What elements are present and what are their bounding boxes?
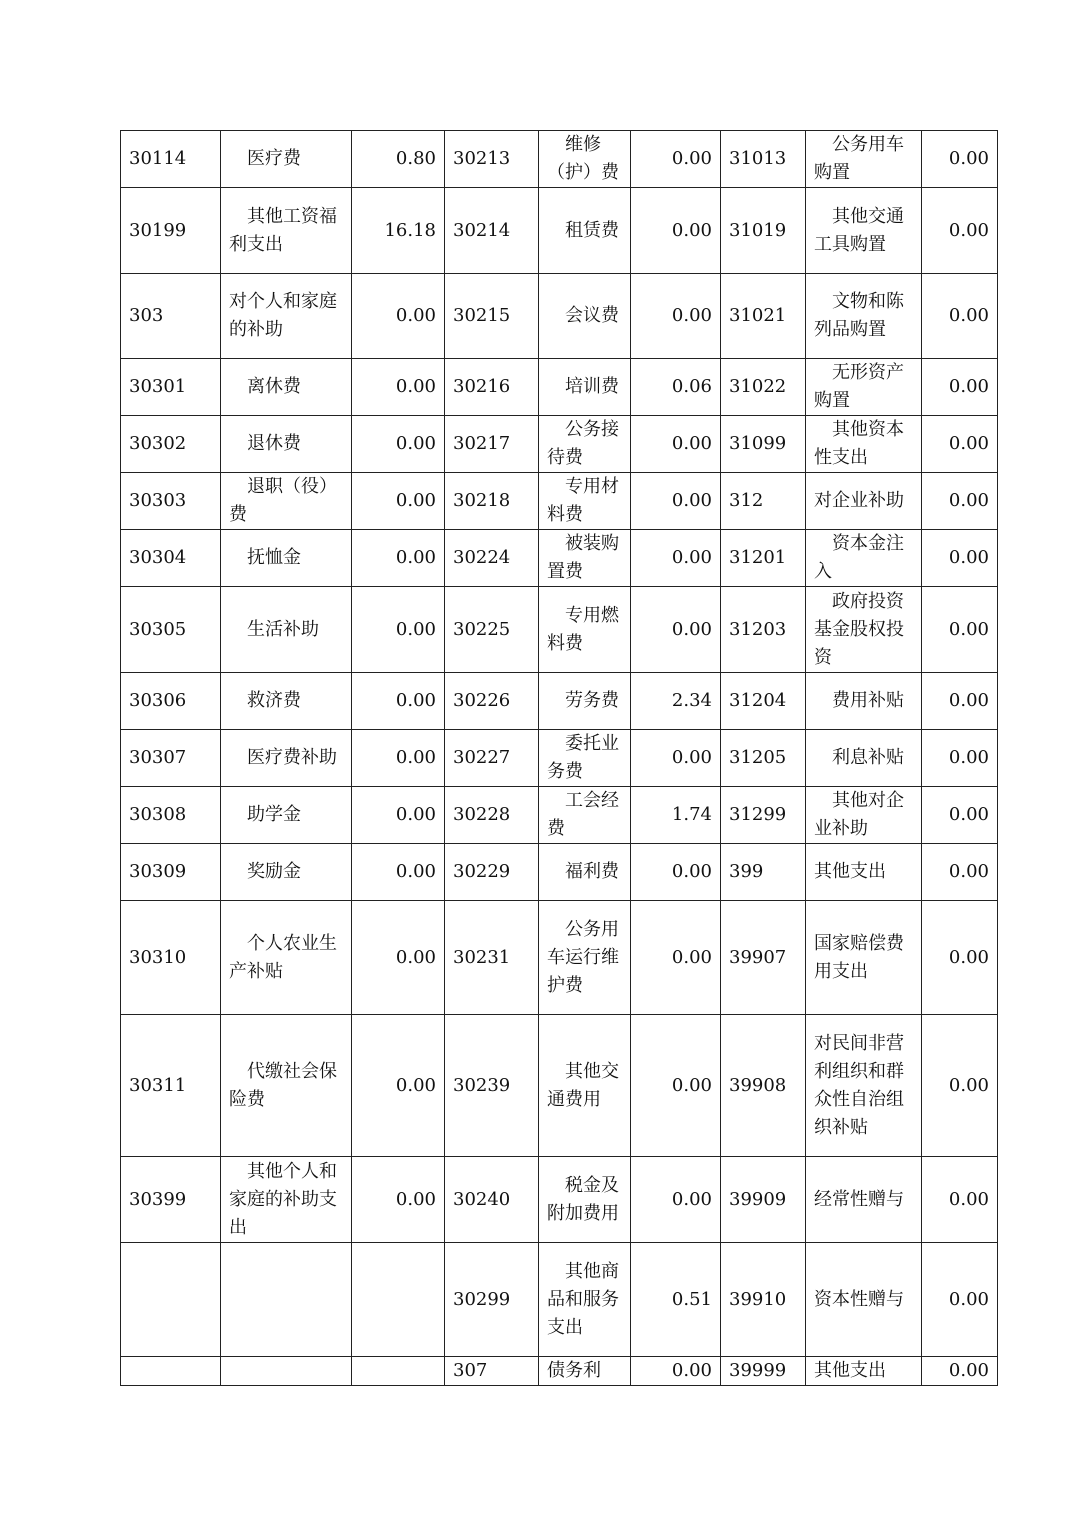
item-amount: 0.00 [922, 673, 998, 730]
item-amount: 0.00 [352, 673, 445, 730]
table-row [121, 131, 998, 188]
item-code: 30231 [445, 901, 539, 1015]
item-name: 其他交通费用 [539, 1015, 631, 1157]
item-amount: 0.00 [631, 274, 721, 359]
item-amount: 0.00 [352, 530, 445, 587]
item-code: 39908 [721, 1015, 806, 1157]
item-name: 其他支出 [806, 1357, 922, 1386]
item-name [221, 1243, 352, 1357]
item-code: 303 [121, 274, 221, 359]
item-name: 被装购置费 [539, 530, 631, 587]
item-code: 307 [445, 1357, 539, 1386]
item-amount: 0.51 [631, 1243, 721, 1357]
item-name: 个人农业生产补贴 [221, 901, 352, 1015]
item-code: 30199 [121, 188, 221, 274]
item-name: 离休费 [221, 359, 352, 416]
item-amount: 0.00 [631, 901, 721, 1015]
item-amount: 0.00 [922, 1243, 998, 1357]
item-name: 国家赔偿费用支出 [806, 901, 922, 1015]
item-amount: 0.00 [922, 530, 998, 587]
item-name: 公务接待费 [539, 416, 631, 473]
item-amount: 0.00 [631, 587, 721, 673]
item-code: 31299 [721, 787, 806, 844]
item-name: 会议费 [539, 274, 631, 359]
item-amount: 0.00 [922, 1015, 998, 1157]
table-row [121, 901, 998, 1015]
item-amount: 1.74 [631, 787, 721, 844]
item-code: 30301 [121, 359, 221, 416]
table-row [121, 587, 998, 673]
item-code: 31099 [721, 416, 806, 473]
item-amount: 0.00 [631, 530, 721, 587]
item-name: 退休费 [221, 416, 352, 473]
item-amount: 0.00 [631, 473, 721, 530]
item-amount: 0.00 [631, 131, 721, 188]
item-name: 文物和陈列品购置 [806, 274, 922, 359]
item-name: 生活补助 [221, 587, 352, 673]
item-name: 福利费 [539, 844, 631, 901]
item-code [121, 1357, 221, 1386]
item-amount: 0.00 [352, 416, 445, 473]
item-name: 经常性赠与 [806, 1157, 922, 1243]
item-name [221, 1357, 352, 1386]
item-name: 救济费 [221, 673, 352, 730]
item-amount: 0.00 [922, 416, 998, 473]
item-code: 30305 [121, 587, 221, 673]
item-code: 30240 [445, 1157, 539, 1243]
item-amount: 0.00 [631, 1357, 721, 1386]
item-name: 对企业补助 [806, 473, 922, 530]
item-code: 31203 [721, 587, 806, 673]
table-row [121, 188, 998, 274]
item-amount: 0.00 [922, 1357, 998, 1386]
item-code: 30311 [121, 1015, 221, 1157]
item-code: 30309 [121, 844, 221, 901]
item-name: 无形资产购置 [806, 359, 922, 416]
item-amount: 0.00 [631, 1015, 721, 1157]
table-row [121, 274, 998, 359]
item-amount: 0.00 [352, 274, 445, 359]
item-code: 30303 [121, 473, 221, 530]
table-row [121, 844, 998, 901]
item-amount: 0.00 [922, 730, 998, 787]
item-code: 30224 [445, 530, 539, 587]
item-amount: 0.00 [631, 1157, 721, 1243]
item-name: 其他资本性支出 [806, 416, 922, 473]
table-row [121, 787, 998, 844]
item-code: 31019 [721, 188, 806, 274]
item-name: 债务利 [539, 1357, 631, 1386]
item-code: 30399 [121, 1157, 221, 1243]
item-name: 劳务费 [539, 673, 631, 730]
item-amount: 0.00 [922, 473, 998, 530]
item-amount: 0.00 [922, 901, 998, 1015]
item-name: 退职（役）费 [221, 473, 352, 530]
item-code: 31022 [721, 359, 806, 416]
item-name: 其他对企业补助 [806, 787, 922, 844]
item-amount: 0.00 [631, 416, 721, 473]
item-code: 39907 [721, 901, 806, 1015]
item-name: 其他支出 [806, 844, 922, 901]
table-row [121, 359, 998, 416]
item-amount [352, 1243, 445, 1357]
item-code: 30215 [445, 274, 539, 359]
item-name: 对民间非营利组织和群众性自治组织补贴 [806, 1015, 922, 1157]
table-row [121, 1357, 998, 1386]
item-code: 30308 [121, 787, 221, 844]
table-row [121, 730, 998, 787]
item-code [121, 1243, 221, 1357]
item-amount: 0.00 [352, 473, 445, 530]
item-name: 资本性赠与 [806, 1243, 922, 1357]
item-name: 公务用车购置 [806, 131, 922, 188]
item-name: 政府投资基金股权投资 [806, 587, 922, 673]
item-amount: 2.34 [631, 673, 721, 730]
item-amount: 0.06 [631, 359, 721, 416]
item-name: 税金及附加费用 [539, 1157, 631, 1243]
table-row [121, 473, 998, 530]
item-amount: 0.00 [922, 787, 998, 844]
budget-table [120, 130, 998, 1386]
item-code: 30218 [445, 473, 539, 530]
item-name: 医疗费补助 [221, 730, 352, 787]
item-name: 公务用车运行维护费 [539, 901, 631, 1015]
item-name: 利息补贴 [806, 730, 922, 787]
item-code: 30114 [121, 131, 221, 188]
item-name: 其他交通工具购置 [806, 188, 922, 274]
item-amount: 0.00 [352, 901, 445, 1015]
item-amount: 0.00 [631, 844, 721, 901]
item-code: 312 [721, 473, 806, 530]
item-code: 39909 [721, 1157, 806, 1243]
item-name: 代缴社会保险费 [221, 1015, 352, 1157]
item-name: 医疗费 [221, 131, 352, 188]
item-name: 资本金注入 [806, 530, 922, 587]
table-row [121, 1015, 998, 1157]
item-name: 培训费 [539, 359, 631, 416]
item-name: 租赁费 [539, 188, 631, 274]
item-name: 维修（护）费 [539, 131, 631, 188]
item-code: 30226 [445, 673, 539, 730]
item-code: 31201 [721, 530, 806, 587]
item-code: 31021 [721, 274, 806, 359]
item-amount: 0.00 [352, 787, 445, 844]
item-amount: 0.00 [352, 730, 445, 787]
item-code: 30304 [121, 530, 221, 587]
item-code: 30302 [121, 416, 221, 473]
item-code: 30299 [445, 1243, 539, 1357]
budget-table-body [121, 131, 998, 1386]
item-code: 30227 [445, 730, 539, 787]
item-code: 31013 [721, 131, 806, 188]
item-code: 30307 [121, 730, 221, 787]
item-name: 委托业务费 [539, 730, 631, 787]
item-name: 助学金 [221, 787, 352, 844]
item-name: 工会经费 [539, 787, 631, 844]
item-amount: 0.00 [352, 1157, 445, 1243]
item-amount: 0.00 [631, 188, 721, 274]
item-amount: 0.00 [922, 844, 998, 901]
item-amount: 0.00 [631, 730, 721, 787]
table-row [121, 673, 998, 730]
item-code: 39999 [721, 1357, 806, 1386]
item-code: 30310 [121, 901, 221, 1015]
item-name: 其他商品和服务支出 [539, 1243, 631, 1357]
item-amount: 0.00 [352, 587, 445, 673]
item-name: 其他工资福利支出 [221, 188, 352, 274]
item-name: 其他个人和家庭的补助支出 [221, 1157, 352, 1243]
item-code: 30216 [445, 359, 539, 416]
item-code: 30225 [445, 587, 539, 673]
item-code: 31204 [721, 673, 806, 730]
table-row [121, 1243, 998, 1357]
item-name: 费用补贴 [806, 673, 922, 730]
item-name: 抚恤金 [221, 530, 352, 587]
item-amount: 0.00 [922, 188, 998, 274]
item-name: 专用燃料费 [539, 587, 631, 673]
item-amount: 0.80 [352, 131, 445, 188]
item-code: 399 [721, 844, 806, 901]
item-amount: 0.00 [352, 844, 445, 901]
item-name: 对个人和家庭的补助 [221, 274, 352, 359]
item-amount: 0.00 [922, 131, 998, 188]
item-code: 30228 [445, 787, 539, 844]
item-code: 31205 [721, 730, 806, 787]
item-code: 30217 [445, 416, 539, 473]
item-amount [352, 1357, 445, 1386]
table-row [121, 416, 998, 473]
item-amount: 0.00 [922, 359, 998, 416]
table-row [121, 1157, 998, 1243]
item-amount: 0.00 [922, 274, 998, 359]
item-amount: 0.00 [922, 587, 998, 673]
table-row [121, 530, 998, 587]
item-code: 30306 [121, 673, 221, 730]
item-code: 30214 [445, 188, 539, 274]
item-amount: 0.00 [922, 1157, 998, 1243]
item-name: 奖励金 [221, 844, 352, 901]
item-name: 专用材料费 [539, 473, 631, 530]
item-amount: 16.18 [352, 188, 445, 274]
item-code: 30239 [445, 1015, 539, 1157]
item-code: 39910 [721, 1243, 806, 1357]
item-code: 30213 [445, 131, 539, 188]
item-code: 30229 [445, 844, 539, 901]
item-amount: 0.00 [352, 1015, 445, 1157]
item-amount: 0.00 [352, 359, 445, 416]
